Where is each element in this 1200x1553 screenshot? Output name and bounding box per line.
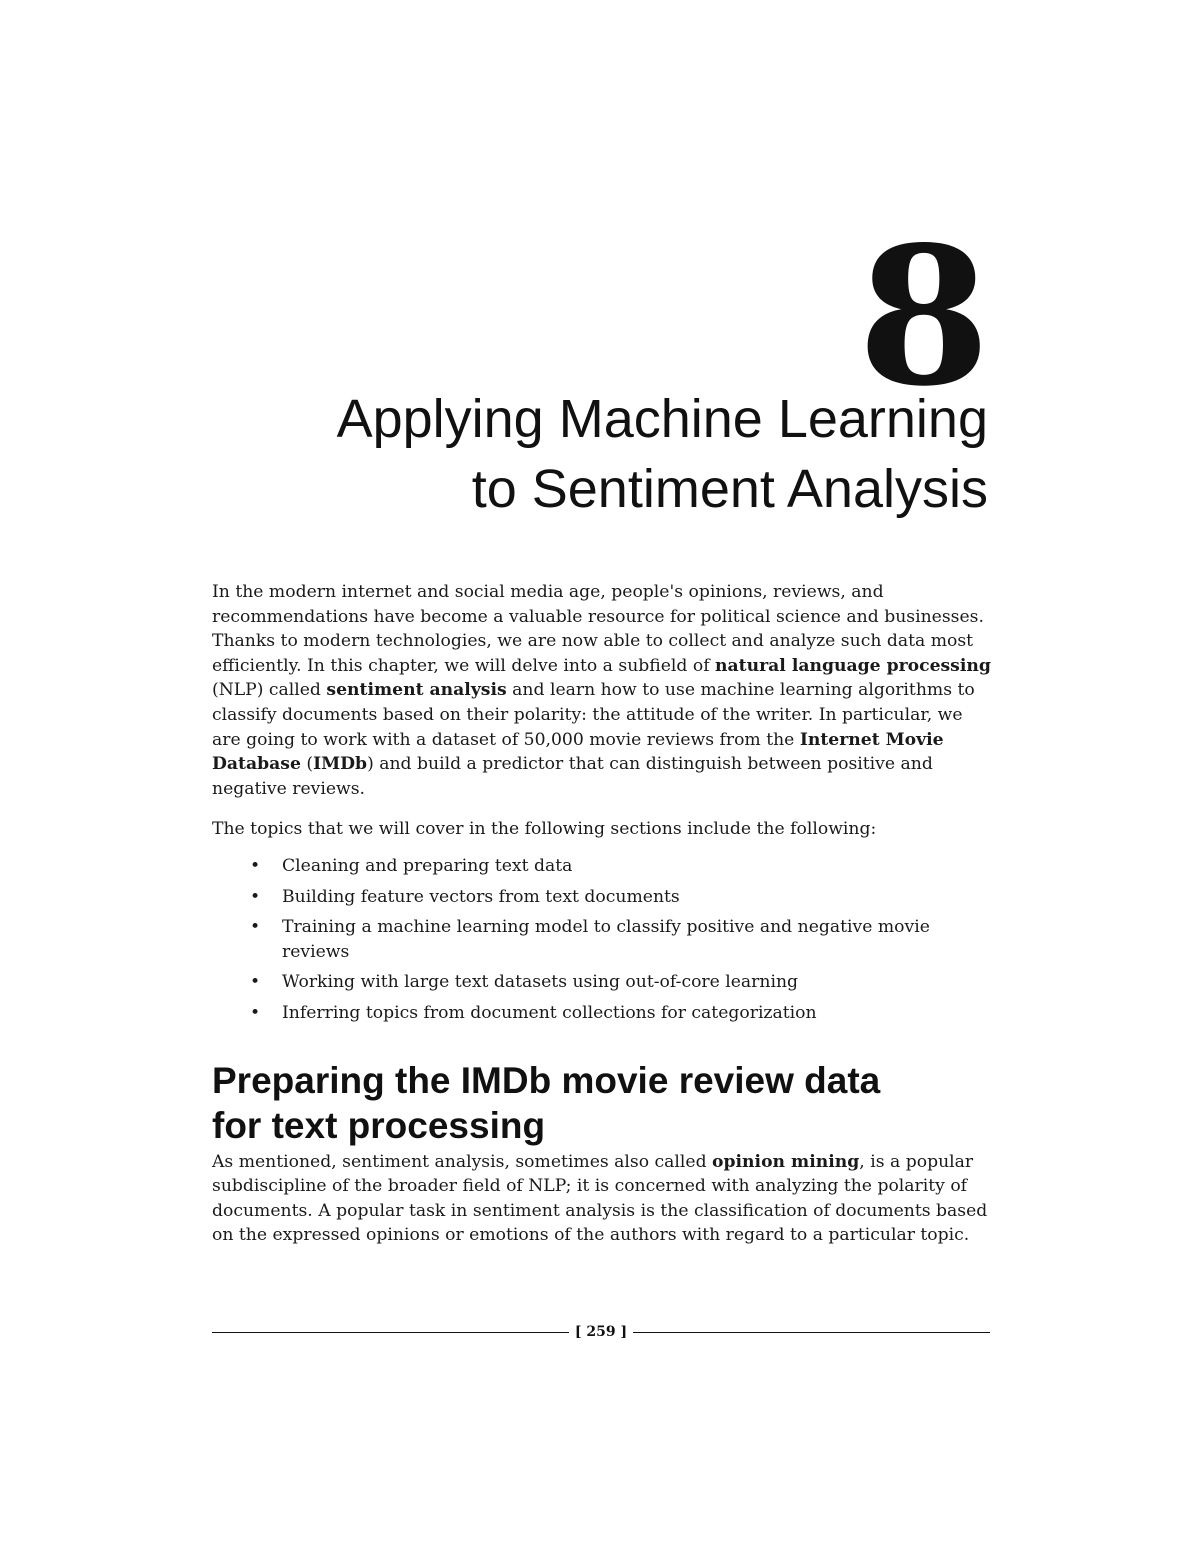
intro-text-1: In the modern internet and social media age, people's opinions, reviews, and recommendations have become a valuable resource for political science and businesses. Thanks to modern technologies, we are now able to collect and analyze such data most efficiently. In this chapter, we will delve into a subfield of [212,582,984,676]
bullet-icon: • [250,917,261,938]
section-text-1: As mentioned, sentiment analysis, sometimes also called [212,1151,713,1172]
term-internet-movie-database: Internet Movie Database [212,729,944,775]
bullet-icon: • [250,972,261,993]
bullet-icon: • [250,855,261,876]
section-heading-line-2: for text processing [212,1104,546,1146]
chapter-title-line-1: Applying Machine Learning [336,389,988,449]
topics-lead: The topics that we will cover in the following sections include the following: [212,819,877,840]
section-paragraph [212,1150,992,1248]
list-item [212,885,992,910]
intro-text-4: ( [300,754,314,775]
footer-rule-left [212,1332,569,1333]
list-item-text: Cleaning and preparing text data [282,855,573,876]
chapter-title-line-2: to Sentiment Analysis [471,459,988,519]
intro-text-3: and learn how to use machine learning algorithms to classify documents based on their polarity: the attitude of the writer. In particular, we are going to work with a dataset of 50,000 movie reviews from the [212,680,975,750]
term-imdb: IMDb [313,754,368,775]
list-item [212,915,992,964]
chapter-number: 8 [857,205,990,428]
list-item-text: Building feature vectors from text documents [282,886,680,907]
section-heading-line-1: Preparing the IMDb movie review data [212,1059,881,1101]
list-item-text: Training a machine learning model to classify positive and negative movie reviews [282,917,930,962]
intro-text-2: (NLP) called [212,680,327,701]
section-heading [212,1058,992,1148]
list-item-text: Working with large text datasets using out-of-core learning [282,972,799,993]
list-item [212,854,992,879]
intro-paragraph [212,580,992,801]
list-item [212,1001,992,1026]
footer-rule-right [633,1332,990,1333]
topics-list [212,854,992,1026]
page-footer [212,1318,990,1346]
bullet-icon: • [250,1002,261,1023]
term-opinion-mining: opinion mining [712,1151,860,1172]
section-text-2: , is a popular subdiscipline of the broader field of NLP; it is concerned with analyzing the polarity of documents. A popular task in sentiment analysis is the classification of documents based on the expressed opinions or emotions of the authors with regard to a particular topic. [212,1151,988,1246]
term-natural-language-processing: natural language processing [715,655,991,676]
list-item [212,970,992,995]
bullet-icon: • [250,886,261,907]
main-content [212,580,992,1248]
intro-text-5: ) and build a predictor that can distinguish between positive and negative reviews. [212,754,933,799]
list-item-text: Inferring topics from document collections for categorization [282,1002,817,1023]
page-number: [ 259 ] [574,1324,628,1340]
term-sentiment-analysis: sentiment analysis [326,680,507,701]
chapter-title [228,384,988,524]
